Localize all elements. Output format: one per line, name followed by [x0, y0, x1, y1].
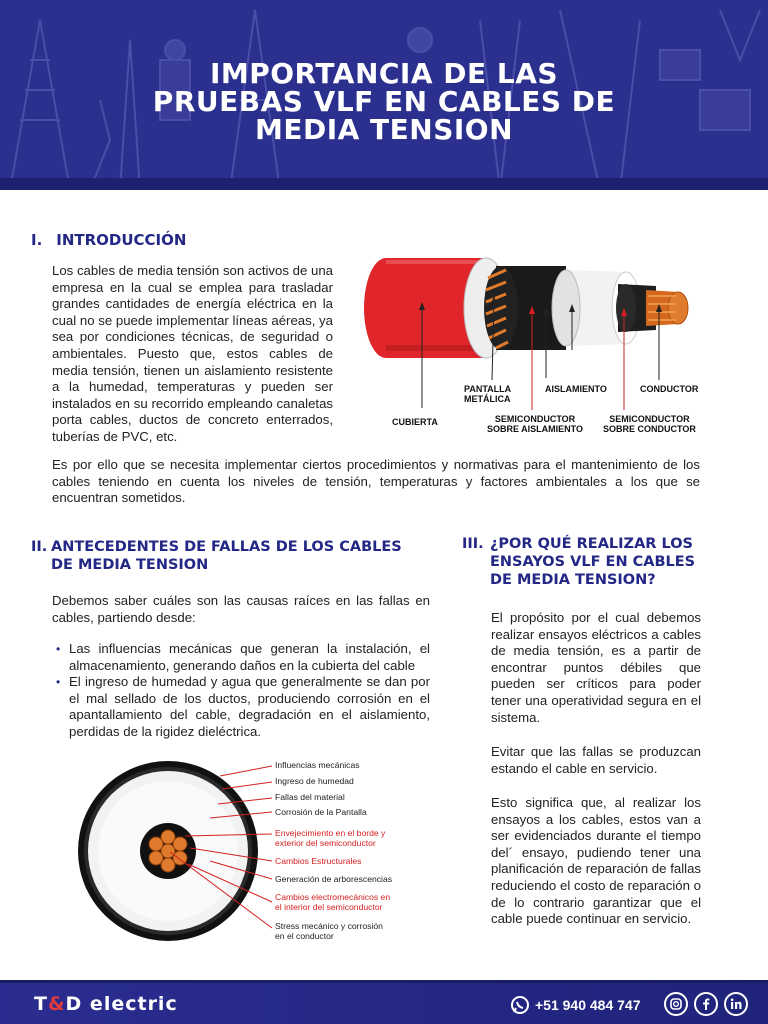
cs-label-fallas: Fallas del material [275, 792, 345, 802]
brand-logo: T&D electric [34, 993, 178, 1015]
cs-label-electromecanicos: Cambios electromecánicos en el interior del semiconductor [275, 892, 391, 912]
intro-paragraph: Los cables de media tensión son activos de una empresa en la cual se emplea para trasladar grandes cantidades de energía eléctrica en la cual no se puede implementar líneas aéreas, ya sea por condiciones técnicas, de seguridad o ambientales. Puesto que, estos cables de media tensión, tienen un aislamiento resistente a la humedad, temperaturas y pueden ser instalados en su recorrido empleando canaletas porta cables, ductos de concreto enterrados, tuberías de PVC, etc. [52, 263, 333, 444]
section-3-paragraph-2: Evitar que las fallas se produzcan estando el cable en servicio. [491, 744, 701, 776]
list-item: • El ingreso de humedad y agua que generalmente se dan por el mal sellado de los ductos, produciendo corrosión en el apantallamiento del cable, degradación en el aislamiento, perdidas de la rigidez dieléctrica. [50, 674, 430, 740]
label-conductor: CONDUCTOR [640, 384, 699, 394]
failure-causes-list [50, 641, 430, 741]
section-3-paragraph-3: Esto significa que, al realizar los ensayos a los cables, estos van a ser evidenciados durante el tiempo del´ ensayo, pudiendo tener una planificación de reparación de fallas reduciendo el costo de reparación o de lo contrario garantizar que el cable puede continuar en servicio. [491, 795, 701, 927]
cs-label-influencias: Influencias mecánicas [275, 760, 360, 770]
whatsapp-icon [510, 995, 530, 1015]
cs-label-arborescencias: Generación de arborescencias [275, 874, 393, 884]
phone-number: +51 940 484 747 [535, 997, 641, 1013]
intro-paragraph-2: Es por ello que se necesita implementar ciertos procedimientos y normativas para el mantenimiento de los cables teniendo en cuenta los niveles de tensión, temperaturas y factores ambientales a los que se encuentran sometidos. [52, 457, 700, 506]
section-1-heading: I. INTRODUCCIÓN [31, 231, 187, 249]
cs-label-corrosion-pantalla: Corrosión de la Pantalla [275, 807, 367, 817]
label-aislamiento: AISLAMIENTO [545, 384, 607, 394]
section-2-heading: II. ANTECEDENTES DE FALLAS DE LOS CABLES DE MEDIA TENSION [31, 539, 402, 573]
section-3-paragraph-1: El propósito por el cual debemos realizar ensayos eléctricos a cables de media tensión, es a partir de encontrar puntos débiles que pueden ser críticos para poder tener una operatividad segura en el sistema. [491, 610, 701, 725]
phone-contact[interactable] [510, 995, 641, 1015]
label-pantalla-metalica: PANTALLA METÁLICA [464, 384, 512, 404]
cable-layers-diagram [356, 248, 699, 438]
list-item: • Las influencias mecánicas que generan la instalación, el almacenamiento, generando daños en la cubierta del cable [50, 641, 430, 674]
label-semiconductor-aislamiento: SEMICONDUCTOR SOBRE AISLAMIENTO [487, 414, 584, 434]
label-cubierta: CUBIERTA [392, 417, 438, 427]
facebook-icon[interactable] [694, 992, 718, 1016]
section-3-heading: III. ¿POR QUÉ REALIZAR LOS ENSAYOS VLF EN CABLES DE MEDIA TENSION? [462, 536, 696, 588]
instagram-icon[interactable] [664, 992, 688, 1016]
header-banner [0, 0, 768, 190]
linkedin-icon[interactable] [724, 992, 748, 1016]
label-semiconductor-conductor: SEMICONDUCTOR SOBRE CONDUCTOR [603, 414, 696, 434]
cs-label-envejecimiento: Envejecimiento en el borde y exterior del semiconductor [275, 828, 386, 848]
cs-label-humedad: Ingreso de humedad [275, 776, 354, 786]
section-2-intro: Debemos saber cuáles son las causas raíces en las fallas en cables, partiendo desde: [52, 593, 430, 625]
page-title: IMPORTANCIA DE LAS PRUEBAS VLF EN CABLES DE MEDIA TENSION [152, 57, 616, 146]
footer-bar [0, 980, 768, 1024]
cross-section-leaders [150, 756, 280, 946]
cs-label-cambios-estructurales: Cambios Estructurales [275, 856, 362, 866]
cs-label-stress: Stress mecánico y corrosión en el conductor [275, 921, 383, 941]
